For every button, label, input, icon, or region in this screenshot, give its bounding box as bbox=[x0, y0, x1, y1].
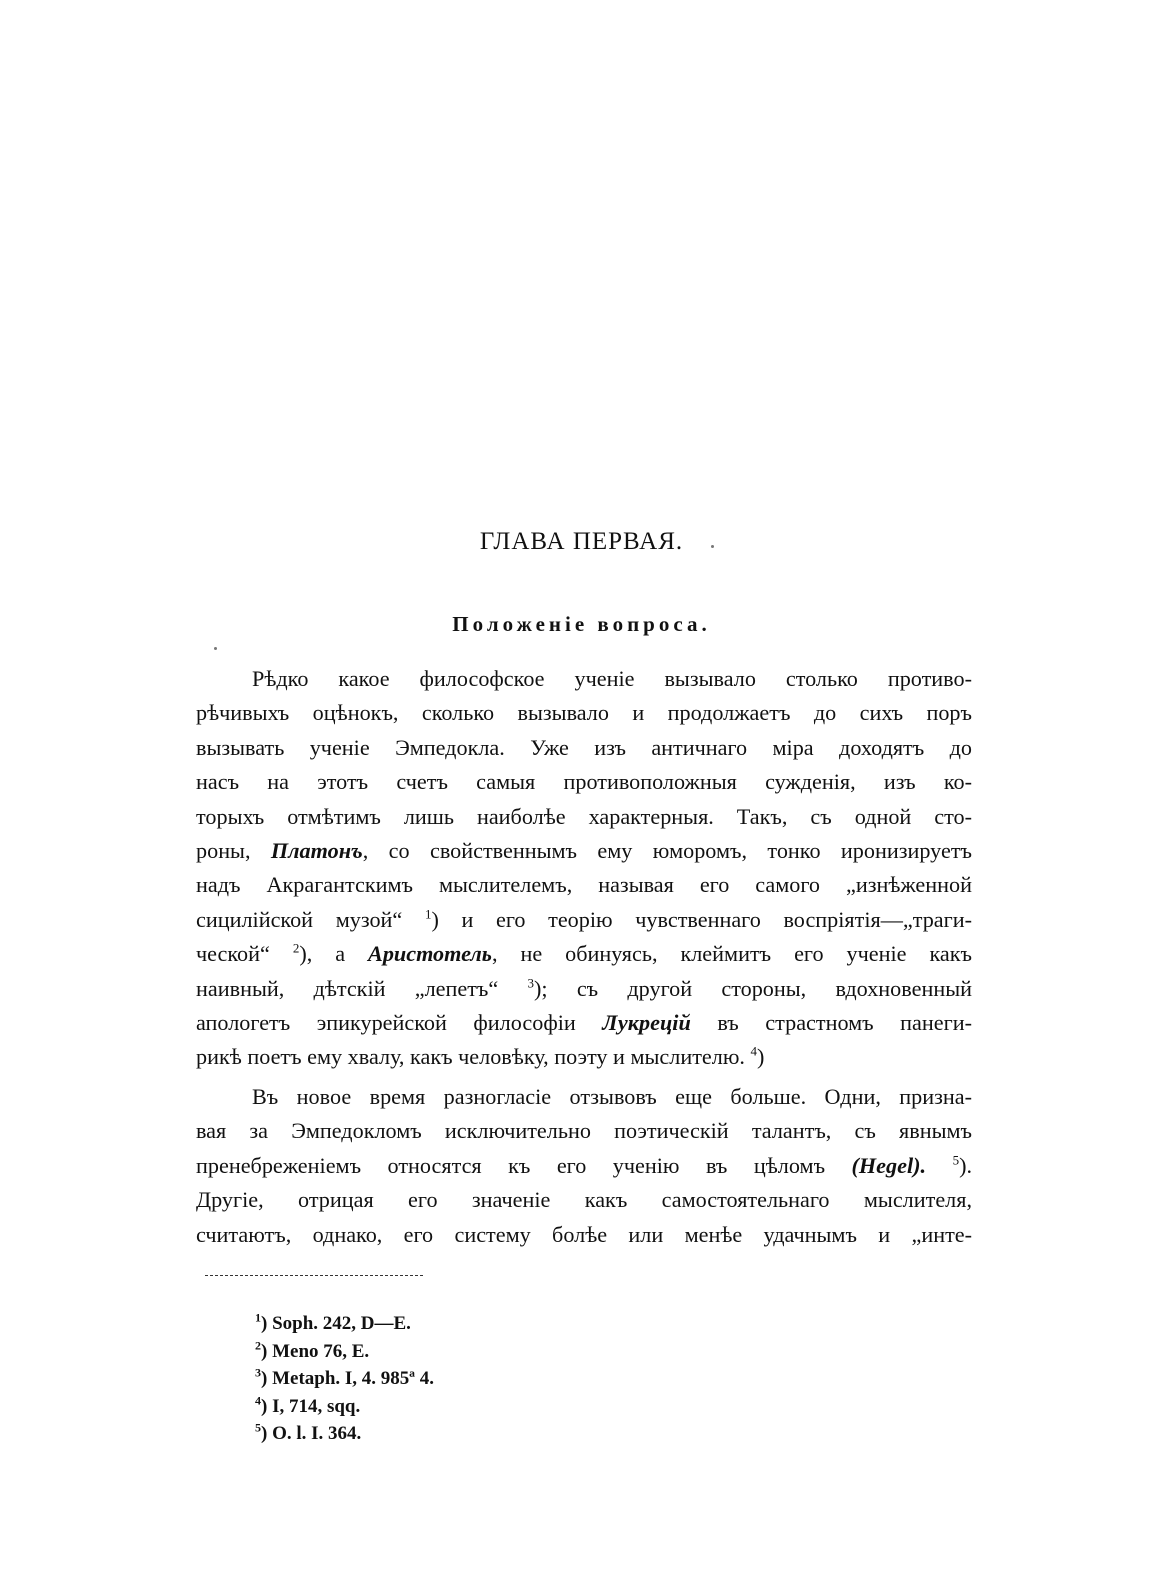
footnote-mark: 1 bbox=[255, 1310, 261, 1325]
footnote-text: ) Meno 76, E. bbox=[261, 1340, 370, 1362]
author-name-hegel: (Hegel). bbox=[851, 1152, 927, 1178]
text-line bbox=[196, 1149, 972, 1183]
footnote-ref: 5 bbox=[952, 1152, 960, 1168]
text-fragment: апологетъ эпикурейской философіи bbox=[196, 1010, 603, 1036]
author-name-lucretius: Лукрецій bbox=[602, 1010, 691, 1036]
text-fragment: сицилійской музой“ bbox=[196, 906, 425, 932]
footnote-mark: 5 bbox=[255, 1420, 261, 1435]
footnotes-list bbox=[255, 1310, 434, 1448]
text-line: считаютъ, однако, его систему болѣе или менѣе удачнымъ и „инте- bbox=[196, 1221, 972, 1247]
paragraph-1 bbox=[196, 662, 972, 1075]
text-line: Въ новое время разногласіе отзывовъ еще больше. Одни, призна- bbox=[252, 1084, 972, 1109]
text-line: вызывать ученіе Эмпедокла. Уже изъ античнаго міра доходятъ до bbox=[196, 734, 972, 760]
text-line: Рѣдко какое философское ученіе вызывало столько противо- bbox=[252, 666, 972, 691]
chapter-title: ГЛАВА ПЕРВАЯ. bbox=[479, 528, 684, 555]
footnote-mark: 3 bbox=[255, 1365, 261, 1380]
footnote-item bbox=[255, 1393, 434, 1421]
text-fragment: ) и его теорію чувственнаго воспріятія—„траги- bbox=[431, 906, 972, 932]
text-fragment: , не обинуясь, клеймитъ его ученіе какъ bbox=[491, 941, 972, 967]
text-line bbox=[196, 1040, 972, 1074]
footnote-text: ) Soph. 242, D—E. bbox=[261, 1313, 411, 1334]
text-fragment: въ страстномъ панеги- bbox=[690, 1010, 972, 1036]
text-line: рѣчивыхъ оцѣнокъ, сколько вызывало и продолжаетъ до сихъ поръ bbox=[196, 700, 972, 726]
text-line bbox=[196, 903, 972, 937]
footnote-mark: 4 bbox=[255, 1393, 261, 1408]
footnote-item bbox=[255, 1310, 434, 1338]
text-line: торыхъ отмѣтимъ лишь наиболѣе характерныя. Такъ, съ одной сто- bbox=[196, 803, 972, 829]
text-line bbox=[196, 1006, 972, 1040]
text-line bbox=[196, 972, 972, 1006]
text-fragment: пренебреженіемъ относятся къ его ученію въ цѣломъ bbox=[196, 1152, 852, 1178]
text-line: надъ Акрагантскимъ мыслителемъ, называя его самого „изнѣженной bbox=[196, 872, 972, 898]
footnote-text: ) Metaph. I, 4. 985ª 4. bbox=[261, 1368, 434, 1389]
text-fragment: , со свойственнымъ ему юморомъ, тонко иронизируетъ bbox=[362, 838, 972, 864]
text-fragment: ), а bbox=[299, 941, 369, 967]
text-fragment: ) bbox=[757, 1044, 765, 1070]
footnote-item bbox=[255, 1365, 434, 1393]
footnote-separator bbox=[205, 1275, 423, 1276]
text-fragment: роны, bbox=[196, 838, 271, 864]
footnote-text: ) I, 714, sqq. bbox=[261, 1395, 361, 1417]
text-line: насъ на этотъ счетъ самыя противоположныя сужденія, изъ ко- bbox=[196, 769, 972, 795]
text-fragment: рикѣ поетъ ему хвалу, какъ человѣку, поэту и мыслителю. bbox=[196, 1044, 751, 1070]
footnote-ref: 1 bbox=[424, 906, 432, 922]
text-fragment: ческой“ bbox=[196, 941, 293, 967]
author-name-aristotle: Аристотель bbox=[368, 941, 492, 967]
footnote-text: ) O. l. I. 364. bbox=[261, 1423, 362, 1444]
footnote-ref: 4 bbox=[750, 1044, 758, 1060]
footnote-item bbox=[255, 1420, 434, 1448]
text-fragment: наивный, дѣтскій „лепетъ“ bbox=[196, 975, 528, 1001]
paragraph-2 bbox=[196, 1080, 972, 1252]
author-name-plato: Платонъ bbox=[270, 838, 363, 864]
text-fragment: ). bbox=[959, 1152, 972, 1178]
footnote-item bbox=[255, 1338, 434, 1366]
footnote-ref: 3 bbox=[527, 975, 535, 991]
footnote-ref: 2 bbox=[292, 940, 300, 956]
text-line bbox=[196, 834, 972, 868]
text-fragment: ); съ другой стороны, вдохновенный bbox=[534, 975, 972, 1001]
text-line: вая за Эмпедокломъ исключительно поэтическій талантъ, съ явнымъ bbox=[196, 1118, 972, 1144]
print-speck bbox=[214, 647, 217, 650]
footnote-mark: 2 bbox=[255, 1338, 261, 1353]
text-line: Другіе, отрицая его значеніе какъ самостоятельнаго мыслителя, bbox=[196, 1187, 972, 1213]
section-title: Положеніе вопроса. bbox=[452, 612, 711, 636]
text-line bbox=[196, 937, 972, 971]
